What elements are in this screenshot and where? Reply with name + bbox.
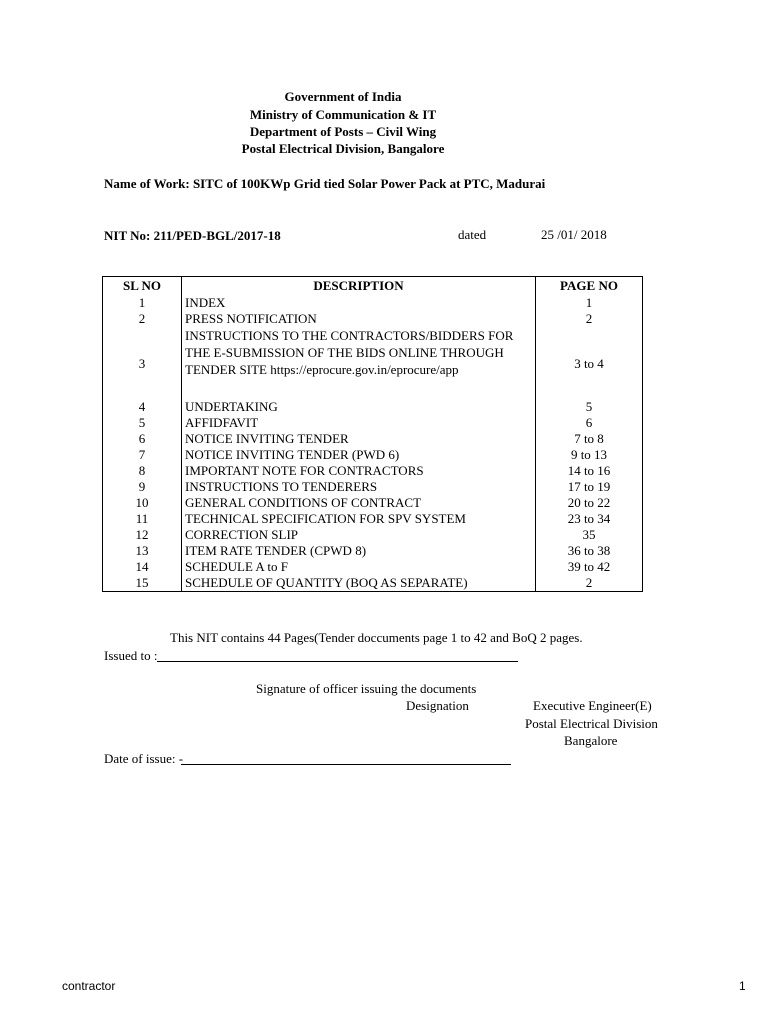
footer-label: contractor <box>62 979 116 993</box>
row-page: 20 to 22 <box>536 495 643 511</box>
table-header-row <box>103 277 643 296</box>
row-description: AFFIDFAVIT <box>182 415 536 431</box>
row-description: PRESS NOTIFICATION <box>182 311 536 327</box>
issued-to-label: Issued to : <box>104 648 158 663</box>
table-row <box>103 399 643 415</box>
date-of-issue-line <box>181 764 511 765</box>
row-page: 7 to 8 <box>536 431 643 447</box>
page-number: 1 <box>739 979 746 993</box>
signature-label: Signature of officer issuing the documents <box>256 681 477 696</box>
row-description: INSTRUCTIONS TO THE CONTRACTORS/BIDDERS FOR THE E-SUBMISSION OF THE BIDS ONLINE THROUGH TENDER SITE https://eprocure.gov.in/eprocure/app <box>182 327 536 399</box>
row-page: 14 to 16 <box>536 463 643 479</box>
row-description: NOTICE INVITING TENDER (PWD 6) <box>182 447 536 463</box>
table-row <box>103 311 643 327</box>
officer-city: Bangalore <box>564 733 618 748</box>
issued-to-line <box>157 661 518 662</box>
row-sl: 8 <box>103 463 182 479</box>
row-description: UNDERTAKING <box>182 399 536 415</box>
row-description: SCHEDULE A to F <box>182 559 536 575</box>
row-page: 39 to 42 <box>536 559 643 575</box>
dated-label: dated <box>458 227 487 242</box>
table-row <box>103 479 643 495</box>
header-sl-no: SL NO <box>103 277 182 296</box>
row-page: 2 <box>536 575 643 592</box>
row-sl: 11 <box>103 511 182 527</box>
contents-table <box>102 276 643 592</box>
row-page: 36 to 38 <box>536 543 643 559</box>
row-page: 9 to 13 <box>536 447 643 463</box>
row-sl: 15 <box>103 575 182 592</box>
row-sl: 6 <box>103 431 182 447</box>
row-description: TECHNICAL SPECIFICATION FOR SPV SYSTEM <box>182 511 536 527</box>
row-sl: 7 <box>103 447 182 463</box>
table-row <box>103 495 643 511</box>
table-row <box>103 415 643 431</box>
row-description: INDEX <box>182 295 536 311</box>
table-row <box>103 327 643 399</box>
row-description: NOTICE INVITING TENDER <box>182 431 536 447</box>
officer-division: Postal Electrical Division <box>525 716 658 731</box>
row-description: IMPORTANT NOTE FOR CONTRACTORS <box>182 463 536 479</box>
table-row <box>103 527 643 543</box>
row-description: CORRECTION SLIP <box>182 527 536 543</box>
row-description: INSTRUCTIONS TO TENDERERS <box>182 479 536 495</box>
row-sl: 9 <box>103 479 182 495</box>
header-line-ministry: Ministry of Communication & IT <box>249 107 437 122</box>
row-page: 2 <box>536 311 643 327</box>
row-sl: 12 <box>103 527 182 543</box>
designation-label: Designation <box>406 698 469 713</box>
work-name: Name of Work: SITC of 100KWp Grid tied Solar Power Pack at PTC, Madurai <box>104 176 546 191</box>
row-page: 17 to 19 <box>536 479 643 495</box>
table-row <box>103 447 643 463</box>
row-sl: 3 <box>103 327 182 399</box>
row-page: 6 <box>536 415 643 431</box>
table-row <box>103 543 643 559</box>
nit-number: NIT No: 211/PED-BGL/2017-18 <box>104 228 281 243</box>
table-row <box>103 463 643 479</box>
row-page: 3 to 4 <box>536 327 643 399</box>
row-sl: 10 <box>103 495 182 511</box>
row-page: 35 <box>536 527 643 543</box>
date-of-issue-label: Date of issue: - <box>104 751 184 766</box>
row-page: 23 to 34 <box>536 511 643 527</box>
row-page: 1 <box>536 295 643 311</box>
table-row <box>103 511 643 527</box>
officer-title: Executive Engineer(E) <box>533 698 652 713</box>
table-row <box>103 431 643 447</box>
row-sl: 14 <box>103 559 182 575</box>
header-page-no: PAGE NO <box>536 277 643 296</box>
table-row <box>103 559 643 575</box>
nit-page-note: This NIT contains 44 Pages(Tender doccuments page 1 to 42 and BoQ 2 pages. <box>170 630 583 645</box>
row-sl: 2 <box>103 311 182 327</box>
header-line-government: Government of India <box>284 89 402 104</box>
row-description: ITEM RATE TENDER (CPWD 8) <box>182 543 536 559</box>
header-line-division: Postal Electrical Division, Bangalore <box>241 141 445 156</box>
table-row <box>103 575 643 592</box>
header-description: DESCRIPTION <box>182 277 536 296</box>
row-sl: 5 <box>103 415 182 431</box>
row-page: 5 <box>536 399 643 415</box>
row-description: SCHEDULE OF QUANTITY (BOQ AS SEPARATE) <box>182 575 536 592</box>
table-row <box>103 295 643 311</box>
nit-date: 25 /01/ 2018 <box>541 227 607 242</box>
row-description: GENERAL CONDITIONS OF CONTRACT <box>182 495 536 511</box>
row-sl: 4 <box>103 399 182 415</box>
row-sl: 1 <box>103 295 182 311</box>
header-line-department: Department of Posts – Civil Wing <box>249 124 437 139</box>
row-sl: 13 <box>103 543 182 559</box>
